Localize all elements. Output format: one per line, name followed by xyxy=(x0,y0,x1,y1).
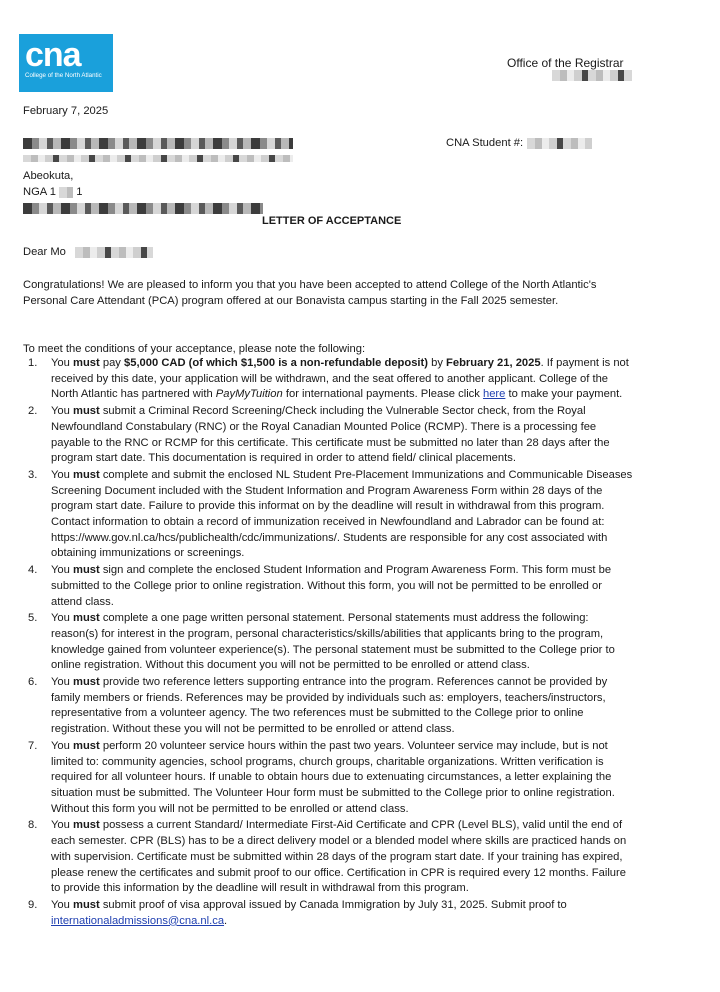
requirement-emphasis: must xyxy=(73,676,100,689)
requirement-emphasis: must xyxy=(73,564,100,577)
requirement-text: to make your payment. xyxy=(505,388,623,401)
payment-provider: PayMyTuition xyxy=(215,388,283,401)
requirement-lead: You xyxy=(51,564,70,577)
payment-deadline: February 21, 2025 xyxy=(446,357,541,369)
requirement-lead: You xyxy=(51,676,70,689)
salutation xyxy=(23,246,153,258)
address-city: Abeokuta, xyxy=(23,170,74,182)
requirement-text: pay xyxy=(99,357,124,369)
requirement-item xyxy=(23,356,633,403)
requirement-emphasis: must xyxy=(73,468,100,481)
redacted-office-detail xyxy=(552,70,632,81)
requirement-item xyxy=(23,563,633,610)
requirement-text: . If payment is not received by this date, your application will be withdrawn, and the seat offered to another applicant. College of the North Atlantic has partnered with xyxy=(51,357,629,401)
payment-link[interactable]: here xyxy=(482,388,506,401)
intro-paragraph: Congratulations! We are pleased to inform you that you have been accepted to attend College of the North Atlantic's Personal Care Attendant (PCA) program offered at our Bonavista campus starting in the Fall 2025 semester. xyxy=(23,279,597,307)
requirement-number: 7. xyxy=(28,739,38,752)
requirements-list xyxy=(23,356,633,930)
requirement-text: submit proof of visa approval issued by Canada Immigration by July 31, 2025. Submit proof to xyxy=(99,898,567,911)
requirement-item xyxy=(23,611,633,674)
requirement-number: 2. xyxy=(28,405,38,418)
requirement-item xyxy=(23,468,633,562)
requirement-item xyxy=(23,739,633,818)
requirement-text: perform 20 volunteer service hours within the past two years. Volunteer service may include, but is not limited to: community agencies, school programs, church groups, charitable organizations. Written verification is required for all volunteer hours. If unable to obtain hours due to extenuating circumstances, a letter explaining the situation must be submitted. The Volunteer Hour form must be submitted to the College prior to online registration. Without this form you will not be permitted to be enrolled or attend class. xyxy=(51,739,615,815)
admissions-email-link[interactable]: internationaladmissions@cna.nl.ca xyxy=(51,914,225,927)
address-country-code: NGA 1 xyxy=(23,186,56,198)
requirement-text: for international payments. Please click xyxy=(282,388,483,401)
requirement-item xyxy=(23,675,633,738)
requirement-number: 5. xyxy=(28,612,38,625)
requirement-lead: You xyxy=(51,612,70,625)
requirement-lead: You xyxy=(51,468,70,481)
student-number-label: CNA Student #: xyxy=(446,137,524,149)
requirement-emphasis: must xyxy=(73,819,100,832)
redacted-recipient-name xyxy=(23,138,293,149)
requirement-text: provide two reference letters supporting entrance into the program. References cannot be provided by family members or friends. References may be provided by individuals such as: employers, teachers/instructors, representative from a volunteer agency. The two references must be submitted to the College prior to online registration. Without these you will not be permitted to be enrolled or attend class. xyxy=(51,676,608,736)
letter-title: LETTER OF ACCEPTANCE xyxy=(262,215,402,227)
requirement-text: submit a Criminal Record Screening/Check including the Vulnerable Sector check, from the Royal Newfoundland Constabulary (RNC) or the Royal Canadian Mounted Police (RCMP). There is a processing fee payable to the RNC or RCMP for this certificate. This certificate must be submitted no later than 28 days after the program start date. This documentation is required in order to attend field/ clinical placements. xyxy=(51,405,610,465)
requirement-lead: You xyxy=(51,898,70,911)
requirement-text: possess a current Standard/ Intermediate First-Aid Certificate and CPR (Level BLS), valid until the end of each semester. CPR (BLS) has to be a direct delivery model or a blended model where skills are practiced hands on with supervision. Certificate must be submitted within 28 days of the program start date. If your training has expired, please renew the certificates and submit proof to our office. Certification in CPR is required every 12 months. Failure to provide this information by the deadline will result in withdrawal from this program. xyxy=(51,819,627,895)
requirement-lead: You xyxy=(51,819,70,832)
requirement-emphasis: must xyxy=(73,357,100,369)
redacted-student-number xyxy=(527,138,592,149)
requirement-number: 8. xyxy=(28,819,38,832)
requirement-item xyxy=(23,818,633,897)
requirement-lead: You xyxy=(51,357,70,369)
requirement-lead: You xyxy=(51,739,70,752)
requirement-number: 4. xyxy=(28,564,38,577)
logo-subtitle: College of the North Atlantic xyxy=(25,72,102,79)
requirement-item xyxy=(23,898,633,929)
requirement-text: by xyxy=(428,357,447,369)
requirement-number: 9. xyxy=(28,898,38,911)
salutation-text: Dear Mo xyxy=(23,246,66,258)
letter-date: February 7, 2025 xyxy=(23,105,109,117)
requirement-lead: You xyxy=(51,405,70,418)
requirement-number: 3. xyxy=(28,468,38,481)
address-country xyxy=(23,186,82,198)
redacted-contact-line xyxy=(23,203,263,214)
requirement-emphasis: must xyxy=(73,898,100,911)
requirement-number: 1. xyxy=(28,357,38,369)
requirement-text: complete a one page written personal statement. Personal statements must address the following: reason(s) for interest in the program, personal characteristics/skills/abilities that applicants bring to the program, knowledge gained from volunteer experience(s). The personal statement must be submitted to the College prior to online registration. Without this document you will not be permitted to be enrolled or attend class. xyxy=(51,612,615,672)
requirement-text: sign and complete the enclosed Student Information and Program Awareness Form. This form must be submitted to the College prior to online registration. Without this form, you will not be permitted to be enrolled or attend class. xyxy=(51,564,612,608)
address-country-suffix: 1 xyxy=(76,186,83,198)
conditions-intro: To meet the conditions of your acceptance, please note the following: xyxy=(23,343,366,355)
payment-amount: $5,000 CAD (of which $1,500 is a non-refundable deposit) xyxy=(124,357,428,369)
requirement-item xyxy=(23,404,633,467)
requirement-emphasis: must xyxy=(73,612,100,625)
requirement-text: complete and submit the enclosed NL Student Pre-Placement Immunizations and Communicable Diseases Screening Document included with the Student Information and Program Awareness Form within 28 days of the program start date. Failure to provide this informat on by the deadline will result in withdrawal from this program. Contact information to obtain a record of immunization received in Newfoundland and Labrador can be found at: https://www.gov.nl.ca/hcs/publichealth/cdc/immunizations/. Students are responsible for any cost associated with obtaining immunizations or screenings. xyxy=(51,468,633,560)
requirement-emphasis: must xyxy=(73,405,100,418)
redacted-salutation-name xyxy=(75,247,153,258)
office-name: Office of the Registrar xyxy=(507,56,624,70)
redacted-postal-code xyxy=(59,187,73,198)
logo-wordmark: cna xyxy=(25,36,81,74)
requirement-number: 6. xyxy=(28,676,38,689)
redacted-street-address xyxy=(23,155,293,162)
requirement-text: . xyxy=(224,914,228,927)
cna-logo xyxy=(19,34,113,92)
requirement-emphasis: must xyxy=(73,739,100,752)
